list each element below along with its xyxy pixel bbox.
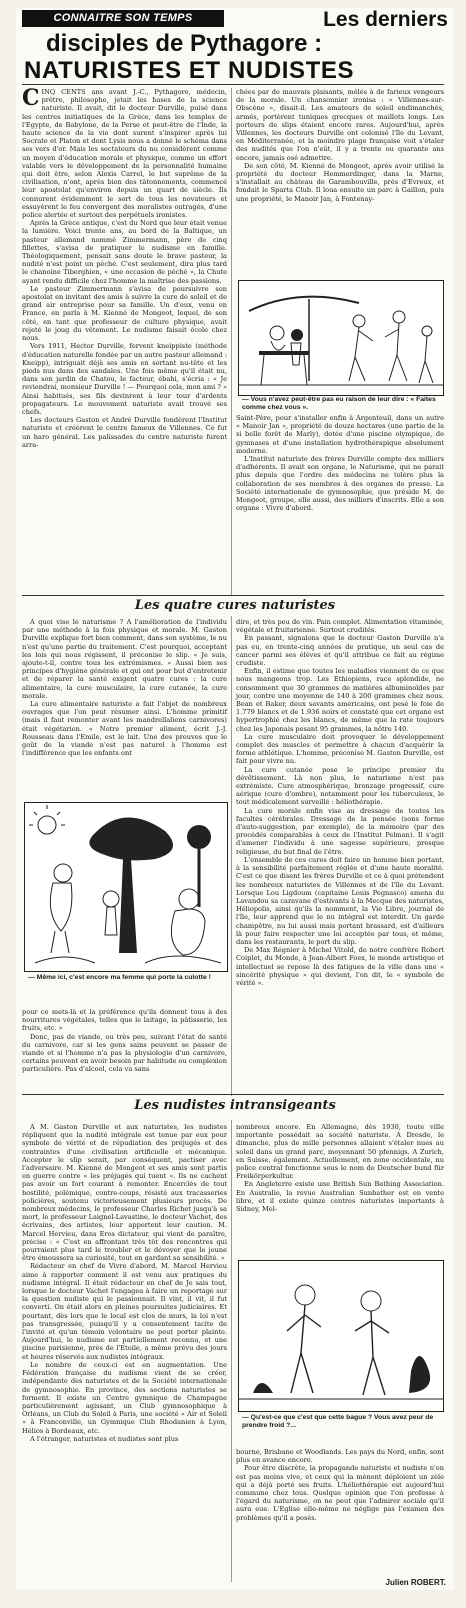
paragraph: En Angleterre existe une British Sun Bathing Association. En Australie, la revue Australian Sunbather est en vente libre, et il existe quinze centres naturistes importants à Sidney, Mel-	[236, 1180, 444, 1214]
paragraph: nombreux encore. En Allemagne, dès 1930, toute ville importante possédait sa société naturiste. A Dresde, le dimanche, plus de mille personnes allaient s'étaler nues au soleil dans un grand parc, moyennant 50 pfennigs. A Zurich, en Suisse, également. Actuellement, en zone occidentale, nu police central fonctionne sous le nom de Deutscher bund für Freikörperkultur.	[236, 1123, 444, 1181]
headline-line-1: Les derniers	[323, 8, 448, 31]
paragraph: La cure morale enfin vise au dressage de toutes les facultés cérébrales. Dressage de la pensée (sons forme d'auto-suggestion, par exemple), de la mémoire (par des procédés comparables à ceux de l'Institut Pelman). Il s'agit d'amener l'individu à une sagesse supérieure, presque religieuse, du but final de l'être.	[236, 806, 444, 856]
paragraph: A quoi vise le naturisme ? A l'amélioration de l'individu par une méthode à la fois physique et morale. M. Gaston Durville explique fort bien comment, dans son système, le nu n'est qu'une partie du traitement. C'est pourquoi, acceptant les lois qui nous régissent, il préconise le slip. « Je suis, ajoute-t-il, contre tous les extrémismes. » Aussi bien ses principes d'hygiène générale et qui ont pour but d'entretenir et de réparer la santé exigent quatre cures : la cure alimentaire, la cure musculaire, la cure cutanée, la cure morale.	[22, 618, 227, 700]
column-8	[236, 1123, 444, 1255]
column-divider	[231, 1120, 232, 1582]
intro-paragraph: INQ CENTS ans avant J.-C., Pythagore, médecin, prêtre, philosophe, jetait les bases de la science naturiste. Il avait, dit le docteur Durville, puisé dans les centres initiatiques de la Grèce, dans les temples de l'Egypte, de Babylone, de la Perse et peut-être de l'Inde, la haute science de la vie dont surent s'inspirer après lui Socrate et Platon et dont Lysis nous a donné le schéma dans ses vers d'or. Mais les sectateurs du nu considèrent comme un moyen d'éducation morale et physique, comme un effort valable vers le développement de la personnalité humaine qui doit être, selon Alexis Carrel, le but suprême de la civilisation, n'ont, après bien des tâtonnements, commencé leur apostolat qu'environ depuis un quart de siècle. Ils connurent évidemment le sort de tous les novateurs et essuyèrent le feu convergent des moralistes outragés, d'une police alertée et surtout des perpétuels ironistes.	[22, 88, 227, 220]
paragraph: Le pasteur Zimmermann s'avisa de poursuivre son apostolat en invitant des amis à suivre la cure de soleil et de grand air entreprise pour sa famille. Un d'eux, venu en France, en parla à M. Kienné de Mongeot, lequel, de son côté, en tant que professeur de culture physique, avait rejeté le joug du vêtement. Le nudisme faisait école chez nous.	[22, 284, 227, 343]
column-6	[22, 1008, 227, 1074]
paragraph: Les docteurs Gaston et André Durville fondèrent l'Institut naturiste et créèrent le centre fameux de Villennes. Ce fut un haro général. Les palissades du centre naturiste furent arra-	[22, 416, 227, 449]
headline-rule	[22, 84, 444, 85]
author-signature: Julien ROBERT.	[385, 1578, 446, 1587]
paragraph: La cure cutanée pose le principe premier du dévêtissement. Là non plus, le naturisme n'est pas extrémiste. Cure atmosphérique, bronzage progressif, cure aérique (cure d'ombre), notamment pour les tuberculeux, le tout médicalement surveillé : héliothérapie.	[236, 765, 444, 807]
column-2	[236, 88, 444, 276]
section-rule	[22, 595, 444, 596]
cartoon-illustration-1	[238, 280, 444, 396]
column-9	[236, 1448, 444, 1574]
column-divider	[231, 88, 232, 596]
paragraph: Saint-Père, pour s'installer enfin à Argenteuil, dans un autre « Manoir Jan », propriété de douze hectares (une partie de la si belle forêt de Marly), dotée d'une piscine olympique, de gymnases et d'une installation hydrothérapique absolument moderne.	[236, 414, 444, 455]
subheading-cures: Les quatre cures naturistes	[134, 598, 336, 613]
column-7	[22, 1123, 227, 1583]
drop-cap: C	[22, 85, 40, 111]
cartoon-caption-3: — Qu'est-ce que c'est que cette bague ? Vous avez peur de prendre froid ?...	[242, 1414, 434, 1430]
cartoon-illustration-2	[24, 802, 228, 972]
paragraph: L'ensemble de ces cures doit faire un homme bien portant, à la sensibilité parfaitement réglée et d'une haute moralité. C'est ce que disent les frères Durville et ce à quoi prétendent les nombreux naturistes de Villennes et de l'île du Levant. Lorsque Lou Ligdoum (capitaine Louis Pegnasco) amena du Lavandou sa caravane d'estivants à la Mecque des naturistes, Héliopolis, ainsi qu'ils la nomment, la Vie Libre, journal de l'île, leur apprend que le nu intégral est interdit. Un garde champêtre, nu lui aussi mais portant brassard, est d'ailleurs là pour faire respecter une loi acceptée par tous, et même, dans les restaurants, le port du slip.	[236, 855, 444, 946]
cartoon-caption-1: — Vous n'avez peut-être pas eu raison de leur dire : « Faites comme chez vous ».	[242, 396, 436, 412]
paragraph: chées par de mauvais plaisants, mêlés à de farieux vengeurs de la morale. Un chansonnier ironisa : « Villennes-sur-Obscène », disait-il. Les amateurs de soleil endimanchés, armés, portèrent tuniques grecques et maillots longs. Les porteurs de slips étaient encore rares. Aujourd'hui, après Villennes, les docteurs Durville ont colonisé l'île du Levant, en Méditerranée, et la moindre plage française voit s'étaler des nudités que l'on n'eût, il y a trente ou quarante ans encore, jamais osé admettre.	[236, 88, 444, 162]
paragraph: Donc, pas de viande, ou très peu, suivant l'état de santé du carnivore, car si les gens sains peuvent se passer de viande et si l'homme n'a pas la physiologie d'un carnivore, certains peuvent en avoir besoin par habitude ou complexion particulière. Pas d'alcool, cela va sans	[22, 1032, 227, 1074]
column-3	[236, 414, 444, 602]
subheading-nudistes: Les nudistes intransigeants	[134, 1098, 336, 1113]
paragraph: La cure musculaire doit provoquer le développement complet des muscles et permettre à chacun d'acquérir la forme athlétique. L'homme, préconise M. Gaston Durville, est fait pour vivre nu.	[236, 732, 444, 766]
section-kicker: CONNAITRE SON TEMPS	[22, 10, 224, 27]
paragraph: pour ce mets-là et la préférence qu'ils donnent tous à des nourritures végétales, telles que le laitage, la pâtisserie, les fruits, etc. »	[22, 1008, 227, 1033]
paragraph: De Max Régnier à Michel Vitold, de notre confrère Robert Coiplet, du Monde, à Jean-Albert Foex, le monde artistique et intellectuel se repose là des fatigues de la ville dans une « sincérité physique » qui devient, l'on dit, le « symbole de vérité ».	[236, 946, 444, 987]
headline-line-2: disciples de Pythagore :	[46, 30, 323, 57]
cartoon-caption-2: — Même ici, c'est encore ma femme qui porte la culotte !	[28, 974, 211, 981]
paragraph: Pour être discrète, la propagande naturiste et nudiste n'en est pas moins vive, et ceux qui la mènent déploient un zèle qui a déjà porté ses fruits. L'héliothérapie est aujourd'hui commune chez tous. Quelque opinion que l'on professe à l'égard du naturisme, on ne peut que l'admirer sociale qu'il aura eue. L'Eglise elle-même ne néglige pas l'examen des problèmes qu'il a posés.	[236, 1464, 444, 1522]
paragraph: Le nombre de ceux-ci est en augmentation. Une Fédération française du nudisme vient de se créer, indépendante des naturistes et de la Société internationale de gymnosophie. En province, des sections naturistes se forment. Il existe un Centre gymnique de Champagne particulièrement agissant, un Club gymnosophique à Orléans, un Club du Soleil à Paris, une société « Air et Soleil » à Franconville, un Gymnique Club Rhodanien à Lyon, Hélios à Bordeaux, etc.	[22, 1360, 227, 1435]
column-divider	[231, 616, 232, 1096]
paragraph: Enfin, il estime que toutes les maladies viennent de ce que nous mangeons trop. Les Ethiopiens, race splendide, ne consomment que 30 grammes de matières albuminoïdes par jour, contre une moyenne de 140 à 200 grammes chez nous. Bean et Baker, deux savants américains, ont pesé le foie de 1.779 blancs et de 1.936 noirs et constaté que cet organe est hypertrophié chez les blancs, de même que la rate toujours chez les Japonais pesant 95 grammes, la nôtre 140.	[236, 667, 444, 733]
column-4	[22, 618, 227, 796]
paragraph: bourne, Brisbane et Woodlands. Les pays du Nord, enfin, sont plus en avance encore.	[236, 1448, 444, 1465]
newspaper-page	[16, 8, 454, 1590]
paragraph: La cure alimentaire naturiste a fait l'objet de nombreux ouvrages que l'on peut résumer ainsi. L'homme primitif (mais il faut remonter avant les mandrellaliens carnivores) était végétarien. « Notre premier aliment, écrit J.-J. Rousseau dans l'Emile, est le lait. Une des preuves que le goût de la viande n'est pas naturel à l'homme est l'indifférence que les enfants ont	[22, 700, 227, 758]
paragraph: A M. Gaston Durville et aux naturistes, les nudistes répliquent que la nudité intégrale est tenue par eux pour symbole de vérité et de répudiation des préjugés et des contraintes d'une civilisation artificielle et mécanique. Accepter le slip serait, par conséquent, pactiser avec l'adversaire. M. Kienné de Mongeot et ses amis sont partis en guerre contre « les préjugés qui tuent ». Ils ne cachent pas avoir un fort courant à remonter. Encerclés de tout hostilité, polémique, contre-coups, résisté aux tracasseries policières, soutenu victorieusement plusieurs procès. De nombreux médecins, le professeur Charles Richet jusqu'à sa mort, le professeur Laignel-Lavastine, le docteur Vachet, des écrivains, des artistes, leur apportent leur caution. M. Marcel Hervieu, dans Eros dictateur, qui vient de paraître, précise : « C'est en affrontant très tôt des rencontres qui pourraient plus tard le troubler et le dévoyer que le jeune être émoussera sa curiosité, tout en gardant sa sensibilité. »	[22, 1123, 227, 1263]
paragraph: Vers 1911, Hector Durville, fervent kneippiste (méthode d'éducation naturelle fondée par un autre pasteur allemand : Kneipp), intriguait déjà ses amis en sortant nu-tête et les pieds nus dans des sandales. Une fois même qu'il était nu, dans son jardin de Chatou, le facteur, ébahi, s'écria : « Je reviendrai, monsieur Durville ! — Pourquoi cela, mon ami ? » Ainsi habitués, ses fils devinrent à leur tour d'ardents propagateurs. Le mouvement naturiste avait trouvé ses chefs.	[22, 342, 227, 416]
paragraph: De son côté, M. Kienné de Mongeot, après avoir utilisé la propriété du docteur Hemmerdinger, dans la Marne, s'installait au château de Garambouville, près d'Evreux, et fondait le Sparta Club. Il loua ensuite un parc à Gaillon, puis une propriété, le Manoir Jan, à Fontenay-	[236, 161, 444, 203]
headline-line-3: NATURISTES ET NUDISTES	[24, 57, 355, 84]
paragraph: Après la Grèce antique, c'est du Nord que leur était venue la lumière. Voici trente ans, au bord de la Baltique, un pasteur allemand nommé Zimmermann, père de cinq fillettes, s'avisa de pratiquer le nudisme en famille. Théologiquement, pensait sans doute le brave pasteur, la nudité n'est point un péché. C'est seulement, dira plus tard le chanoine Tiberghien, « une occasion de péché », la Chute ayant rendu difficile chez l'homme la maîtrise des passions.	[22, 219, 227, 285]
cartoon-illustration-3	[238, 1260, 444, 1412]
paragraph: L'Institut naturiste des frères Durville compte des milliers d'adhérents. Il avait son organe, le Naturisme, qui ne parait plus depuis que l'ordre des médecins ne tolère plus la collaboration de ses membres à des organes de presse. La Société internationale de gymnosophie, que préside M. de Mongeot, groupe, elle aussi, des milliers d'inscrits. Elle a son organe : Vivre d'abord.	[236, 455, 444, 513]
paragraph: dire, et très peu de vin. Pain complet. Alimentation vitaminée, végétale et fruitarienne. Surtout crudités.	[236, 618, 444, 635]
paragraph: A l'étranger, naturistes et nudistes sont plus	[30, 1434, 179, 1443]
section-rule	[22, 1094, 444, 1095]
paragraph: En passant, signalons que le docteur Gaston Durville n'a pas eu, en trente-cinq années de pratique, un seul cas de cancer parmi ses élèves et qu'il attribue ce fait au régime crudiste.	[236, 634, 444, 668]
column-1	[22, 85, 227, 458]
column-5	[236, 618, 444, 1034]
paragraph: Rédacteur en chef de Vivre d'abord, M. Marcel Hervieu aime à rapporter comment il est venu aux pratiques du nudisme intégral. Il était rédacteur en chef de Je sais tout, lorsque le docteur Vachet l'engagea à faire un reportage sur la question nudiste qui le passionnait. Il vint, il vit, il fut converti. On était alors en pleines poursuites judiciaires. Et pourtant, dès lors que le local est clos de murs, la loi n'est pas transgressée, puisqu'il y a consentement tacite de l'invité et qu'un témoin volontaire ne peut porter plainte. Aujourd'hui, le nudisme est partiellement reconnu, et une piscine parisienne, près de l'Etoile, a même prévu des jours et heures réservés aux nudistes intégraux.	[22, 1262, 227, 1361]
